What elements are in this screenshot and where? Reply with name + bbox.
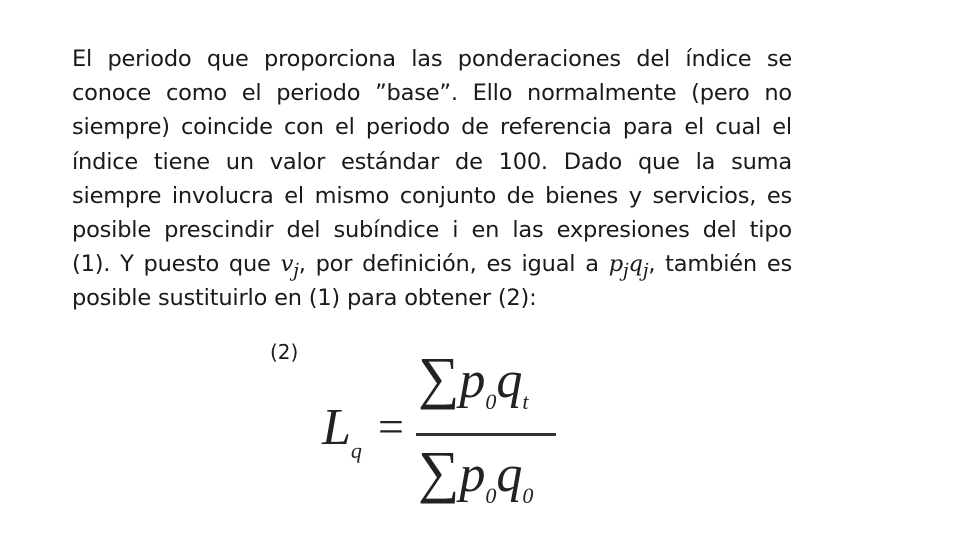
formula-numerator — [418, 344, 528, 415]
sum-symbol: ∑ — [418, 345, 460, 410]
paragraph-line: índice tiene un valor estándar de 100. Dado que la suma — [72, 148, 792, 175]
math-symbol: p — [459, 446, 486, 503]
math-subscript: q — [350, 438, 362, 463]
paragraph-line: El periodo que proporciona las ponderaciones del índice se — [72, 46, 792, 72]
math-subscript: t — [522, 389, 529, 414]
formula-lhs — [322, 398, 362, 464]
math-subscript: j — [293, 260, 299, 282]
equation-label: (2) — [270, 340, 299, 364]
paragraph-line: siempre) coincide con el periodo de referencia para el cual el — [72, 114, 792, 141]
paragraph-line: posible sustituirlo en (1) para obtener (2): — [72, 285, 537, 312]
math-symbol: q — [628, 251, 643, 278]
paragraph-line-with-math — [72, 247, 792, 281]
math-subscript: j — [622, 260, 629, 282]
math-symbol: q — [496, 446, 523, 503]
math-var-p — [608, 251, 629, 282]
text-fragment: , por definición, es igual a — [298, 251, 609, 278]
body-paragraph — [72, 42, 792, 316]
equals-sign: = — [378, 401, 404, 452]
math-symbol: p — [608, 251, 623, 278]
paragraph-line: posible prescindir del subíndice i en las expresiones del tipo — [72, 216, 792, 243]
math-var-v — [280, 251, 299, 282]
math-symbol: p — [459, 352, 486, 409]
fraction-bar — [416, 433, 556, 436]
math-subscript: 0 — [522, 483, 534, 508]
text-fragment: , también es — [648, 251, 792, 278]
math-symbol: L — [322, 399, 351, 456]
math-symbol: q — [496, 352, 523, 409]
math-subscript: 0 — [485, 389, 497, 414]
formula-denominator — [418, 438, 533, 509]
sum-symbol: ∑ — [418, 439, 460, 504]
text-fragment: (1). Y puesto que — [72, 251, 281, 278]
math-subscript: 0 — [485, 483, 497, 508]
math-symbol: v — [280, 251, 294, 278]
paragraph-line: conoce como el periodo ”base”. Ello normalmente (pero no — [72, 80, 792, 107]
paragraph-line: siempre involucra el mismo conjunto de bienes y servicios, es — [72, 182, 792, 209]
math-var-q — [628, 251, 649, 282]
laspeyres-formula — [318, 345, 568, 510]
math-subscript: j — [642, 260, 649, 282]
